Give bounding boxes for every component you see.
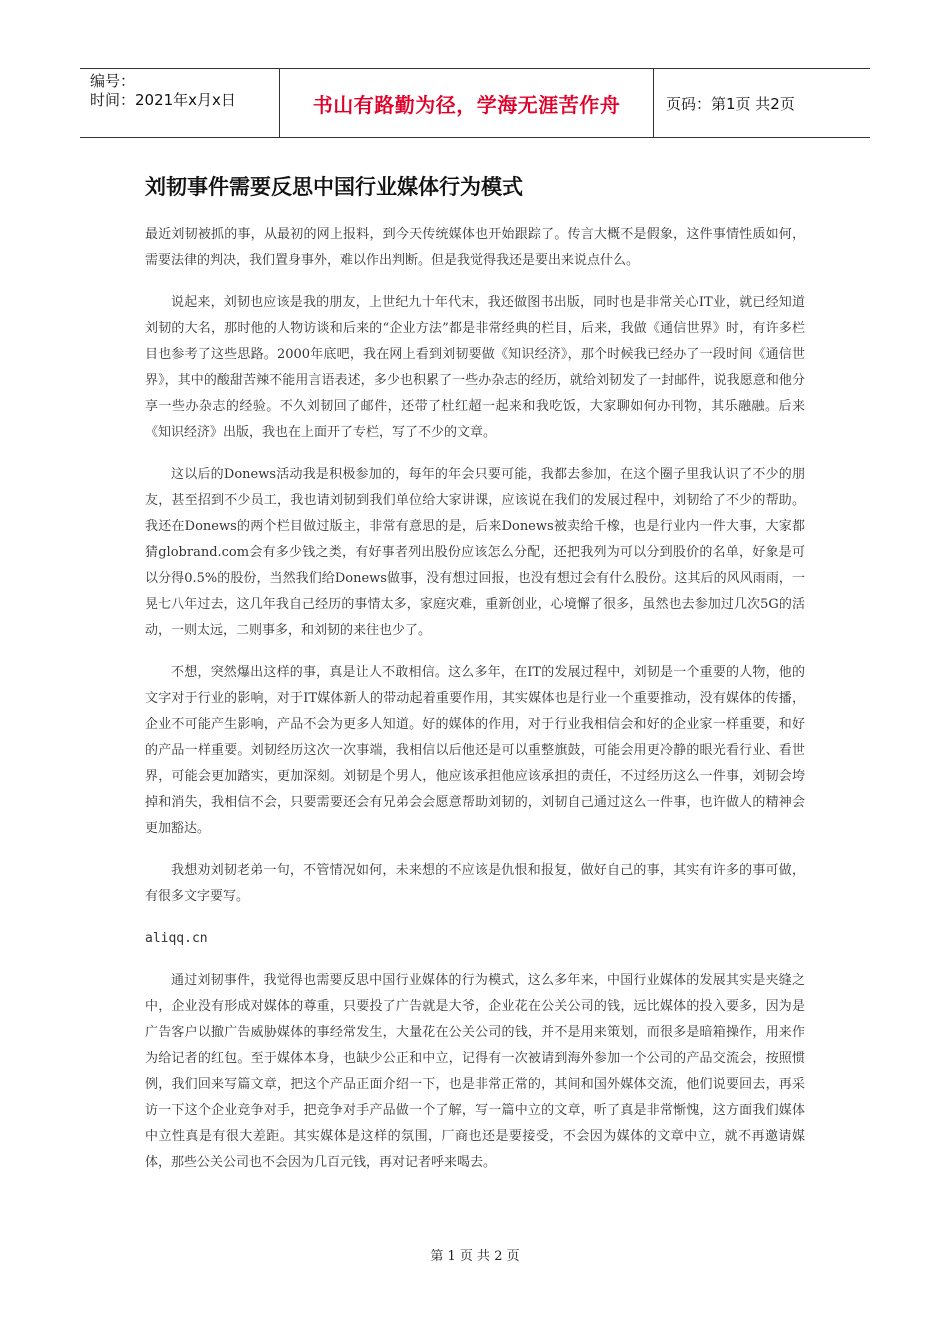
document-number-label: 编号：	[90, 72, 136, 90]
paragraph-3: 这以后的Donews活动我是积极参加的，每年的年会只要可能，我都去参加，在这个圈子里我认识了不少的朋友，甚至招到不少员工，我也请刘韧到我们单位给大家讲课，应该说在我们的发展过程中，刘韧给了不少的帮助。我还在Donews的两个栏目做过版主，非常有意思的是，后来Donews被卖给千橡，也是行业内一件大事，大家都猜globrand.com会有多少钱之类，有好事者列出股份应该怎么分配，还把我列为可以分到股价的名单，好象是可以分得0.5%的股份，当然我们给Donews做事，没有想过回报，也没有想过会有什么股份。这其后的风风雨雨，一晃七八年过去，这几年我自己经历的事情太多，家庭灾难，重新创业，心境懈了很多，虽然也去参加过几次5G的活动，一则太远，二则事多，和刘韧的来往也少了。	[145, 467, 805, 638]
page-footer: 第 1 页 共 2 页	[430, 1249, 520, 1264]
document-header	[80, 68, 870, 138]
header-page-info: 页码：第1页 共2页	[666, 94, 795, 113]
document-time-label: 时间：2021年x月x日	[90, 91, 236, 109]
article-body	[145, 222, 805, 1192]
paragraph-1: 最近刘韧被抓的事，从最初的网上报料，到今天传统媒体也开始跟踪了。传言大概不是假象，这件事情性质如何，需要法律的判决，我们置身事外，难以作出判断。但是我觉得我还是要出来说点什么。	[145, 227, 805, 268]
source-domain: aliqq.cn	[145, 931, 208, 946]
paragraph-5: 我想劝刘韧老弟一句，不管情况如何，未来想的不应该是仇恨和报复，做好自己的事，其实有许多的事可做，有很多文字要写。	[145, 863, 805, 904]
article-title: 刘韧事件需要反思中国行业媒体行为模式	[145, 175, 523, 199]
paragraph-4: 不想，突然爆出这样的事，真是让人不敢相信。这么多年，在IT的发展过程中，刘韧是一个重要的人物，他的文字对于行业的影响，对于IT媒体新人的带动起着重要作用，其实媒体也是行业一个重要推动，没有媒体的传播，企业不可能产生影响，产品不会为更多人知道。好的媒体的作用，对于行业我相信会和好的企业家一样重要，和好的产品一样重要。刘韧经历这次一次事端，我相信以后他还是可以重整旗鼓，可能会用更冷静的眼光看行业、看世界，可能会更加踏实，更加深刻。刘韧是个男人，他应该承担他应该承担的责任，不过经历这么一件事，刘韧会垮掉和消失，我相信不会，只要需要还会有兄弟会会愿意帮助刘韧的，刘韧自己通过这么一件事，也许做人的精神会更加豁达。	[145, 665, 805, 836]
header-meta	[80, 69, 280, 137]
header-motto: 书山有路勤为径，学海无涯苦作舟	[280, 69, 654, 137]
paragraph-6: 通过刘韧事件，我觉得也需要反思中国行业媒体的行为模式，这么多年来，中国行业媒体的发展其实是夹缝之中，企业没有形成对媒体的尊重，只要投了广告就是大爷，企业花在公关公司的钱，远比媒体的投入要多，因为是广告客户以撤广告威胁媒体的事经常发生，大量花在公关公司的钱，并不是用来策划，而很多是暗箱操作，用来作为给记者的红包。至于媒体本身，也缺少公正和中立，记得有一次被请到海外参加一个公司的产品交流会，按照惯例，我们回来写篇文章，把这个产品正面介绍一下，也是非常正常的，其间和国外媒体交流，他们说要回去，再采访一下这个企业竞争对手，把竞争对手产品做一个了解，写一篇中立的文章，听了真是非常惭愧，这方面我们媒体中立性真是有很大差距。其实媒体是这样的氛围，厂商也还是要接受，不会因为媒体的文章中立，就不再邀请媒体，那些公关公司也不会因为几百元钱，再对记者呼来喝去。	[145, 973, 805, 1170]
paragraph-2: 说起来，刘韧也应该是我的朋友，上世纪九十年代末，我还做图书出版，同时也是非常关心IT业，就已经知道刘韧的大名，那时他的人物访谈和后来的“企业方法”都是非常经典的栏目，后来，我做《通信世界》时，有许多栏目也参考了这些思路。2000年底吧，我在网上看到刘韧要做《知识经济》，那个时候我已经办了一段时间《通信世界》，其中的酸甜苦辣不能用言语表述，多少也积累了一些办杂志的经历，就给刘韧发了一封邮件，说我愿意和他分享一些办杂志的经验。不久刘韧回了邮件，还带了杜红超一起来和我吃饭，大家聊如何办刊物，其乐融融。后来《知识经济》出版，我也在上面开了专栏，写了不少的文章。	[145, 295, 805, 440]
